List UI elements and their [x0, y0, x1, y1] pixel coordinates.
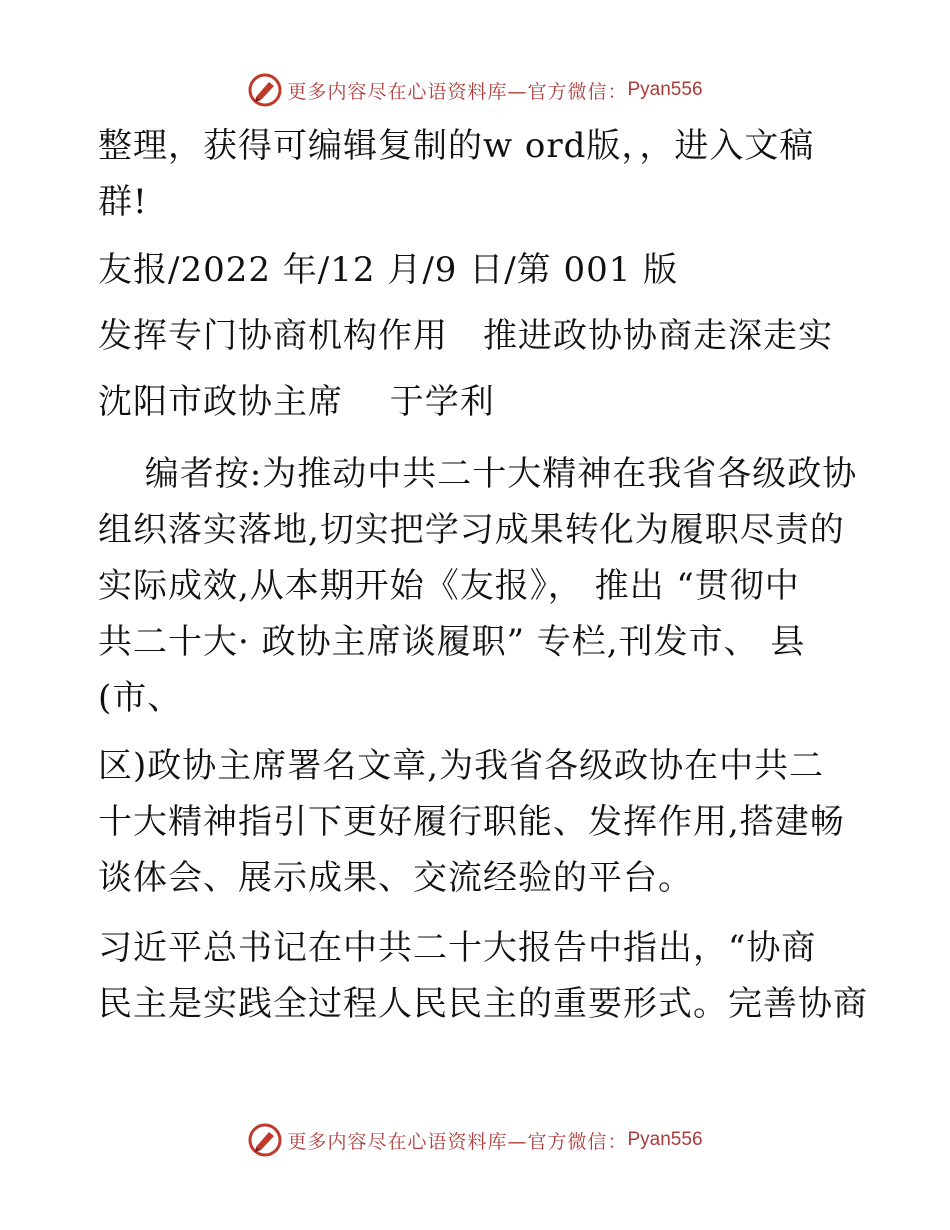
- text-line: (市、: [98, 678, 183, 718]
- text-line: 谈体会、展示成果、交流经验的平台。: [98, 858, 693, 898]
- text-line: 民主是实践全过程人民民主的重要形式。完善协商: [98, 984, 868, 1024]
- text-line: 编者按:为推动中共二十大精神在我省各级政协: [98, 454, 858, 494]
- brand-logo-icon: [247, 72, 283, 108]
- text-line: 整理，获得可编辑复制的w ord版，，进入文稿: [98, 126, 815, 166]
- text-line: 习近平总书记在中共二十大报告中指出，“协商: [98, 928, 817, 968]
- text-line: 十大精神指引下更好履行职能、发挥作用,搭建畅: [98, 802, 845, 842]
- text-line: 群!: [98, 182, 148, 222]
- article-title: 发挥专门协商机构作用 推进政协协商走深走实: [98, 316, 833, 356]
- author-line: 沈阳市政协主席 于学利: [98, 382, 495, 422]
- text-line: 共二十大· 政协主席谈履职” 专栏,刊发市、 县: [98, 622, 806, 662]
- watermark-wechat-id: Pyan556: [627, 1129, 703, 1150]
- header-watermark: [0, 70, 950, 110]
- watermark-wechat-id: Pyan556: [627, 79, 703, 100]
- text-line: 实际成效,从本期开始《友报》， 推出 “贯彻中: [98, 566, 800, 606]
- text-line: 组织落实落地,切实把学习成果转化为履职尽责的: [98, 510, 845, 550]
- brand-logo-icon: [247, 1122, 283, 1158]
- footer-watermark: [0, 1120, 950, 1160]
- source-line: 友报/2022 年/12 月/9 日/第 001 版: [98, 250, 679, 290]
- text-line: 区)政协主席署名文章,为我省各级政协在中共二: [98, 746, 825, 786]
- document-body: [98, 118, 868, 1032]
- watermark-text: 更多内容尽在心语资料库—官方微信：: [287, 80, 628, 103]
- watermark-text: 更多内容尽在心语资料库—官方微信：: [287, 1130, 628, 1153]
